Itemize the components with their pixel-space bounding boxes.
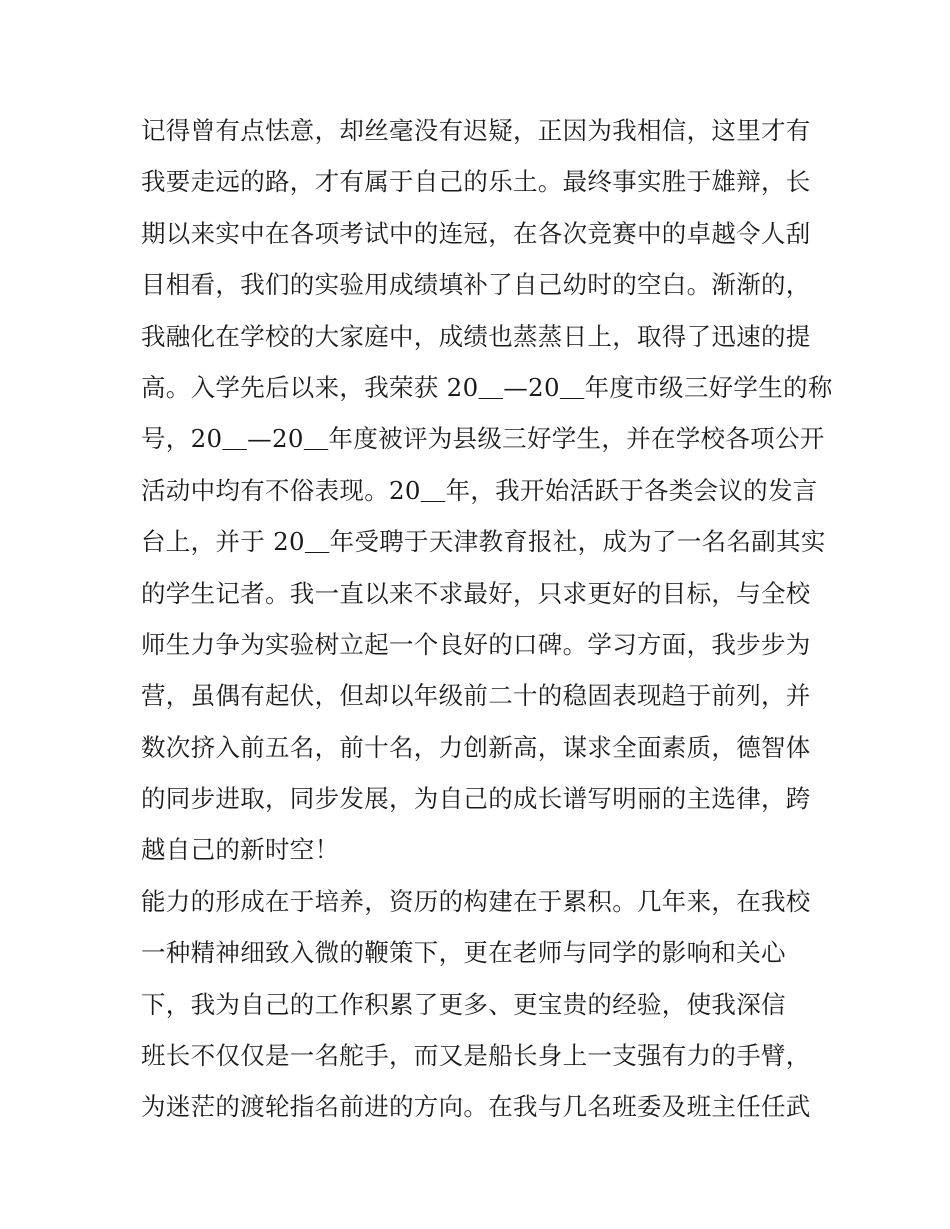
text-line: 期以来实中在各项考试中的连冠，在各次竞赛中的卓越令人刮 [141,218,811,248]
text-line: 目相看，我们的实验用成绩填补了自己幼时的空白。渐渐的， [141,270,811,300]
text-line: 活动中均有不俗表现。20＿年，我开始活跃于各类会议的发言 [141,475,818,505]
text-line: 的学生记者。我一直以来不求最好，只求更好的目标，与全校 [141,578,811,608]
text-line: 记得曾有点怯意，却丝毫没有迟疑，正因为我相信，这里才有 [141,116,811,145]
text-line: 号，20＿—20＿年度被评为县级三好学生，并在学校各项公开 [141,424,825,454]
text-line: 我融化在学校的大家庭中，成绩也蒸蒸日上，取得了迅速的提 [141,321,811,351]
text-line: 一种精神细致入微的鞭策下，更在老师与同学的影响和关心 [141,938,786,968]
text-line: 营，虽偶有起伏，但却以年级前二十的稳固表现趋于前列，并 [141,681,811,711]
text-line: 班长不仅仅是一名舵手，而又是船长身上一支强有力的手臂， [141,1041,811,1071]
text-line: 下，我为自己的工作积累了更多、更宝贵的经验，使我深信 [141,989,786,1019]
text-line: 的同步进取，同步发展，为自己的成长谱写明丽的主选律，跨 [141,784,811,814]
text-line: 高。入学先后以来，我荣获 20＿—20＿年度市级三好学生的称 [141,372,833,402]
text-line: 我要走远的路，才有属于自己的乐土。最终事实胜于雄辩，长 [141,167,811,197]
text-line: 师生力争为实验树立起一个良好的口碑。学习方面，我步步为 [141,629,811,659]
body-text [141,108,833,1136]
text-line: 越自己的新时空！ [141,835,340,865]
text-line: 为迷茫的渡轮指名前进的方向。在我与几名班委及班主任任武 [141,1092,811,1122]
text-line: 数次挤入前五名，前十名，力创新高，谋求全面素质，德智体 [141,732,811,762]
text-line: 台上，并于 20＿年受聘于天津教育报社，成为了一名名副其实 [141,527,826,557]
text-line: 能力的形成在于培养，资历的构建在于累积。几年来，在我校 [141,886,811,916]
